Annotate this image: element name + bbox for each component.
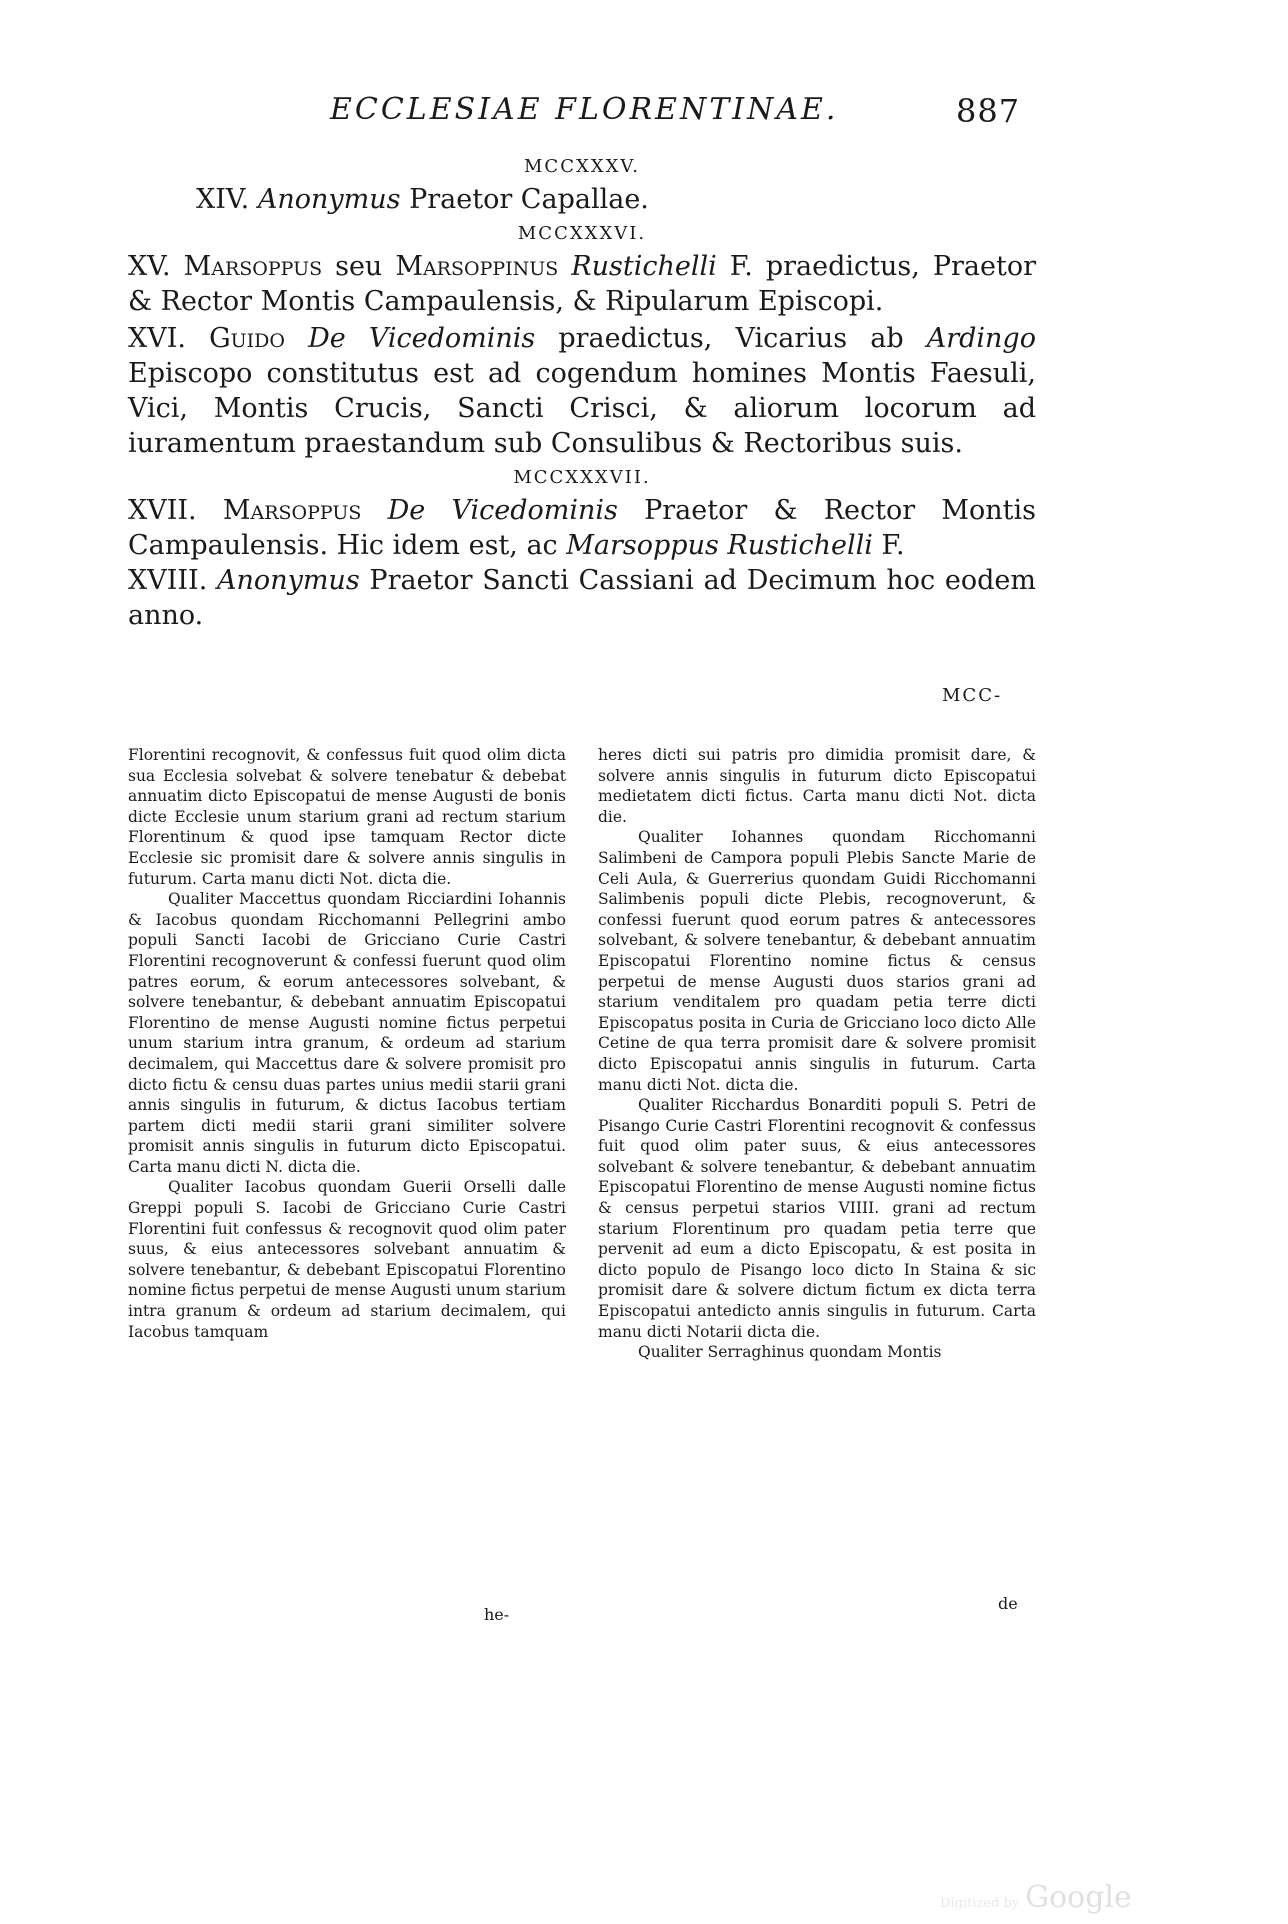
entry-xv — [128, 249, 1036, 319]
entry-reference: Marsoppus Rustichelli — [566, 530, 873, 561]
entry-text: F. — [872, 530, 905, 561]
paragraph: Qualiter Iohannes quondam Ricchomanni Salimbeni de Campora populi Plebis Sancte Marie de Celi Aula, & Guerrerius quondam Guidi Ricchomanni Salimbenis populi dicte Plebis, recognoverunt, & confessi fuerunt quod eorum patres & antecessores solvebant, & solvere tenebantur, & debebant annuatim Episcopatui Florentino nomine fictus & census perpetui de mense Augusti duos starios grani ad starium venditalem pro quadam petia terre dicti Episcopatus posita in Curia de Gricciano loco dicto Alle Cetine de qua terra promisit dare & solvere promisit dicto Episcopatui annis singulis in futurum. Carta manu dicti Not. dicta die. — [598, 828, 1036, 1094]
entry-surname: De Vicedominis — [308, 323, 536, 354]
running-title: ECCLESIAE FLORENTINAE. — [330, 92, 839, 127]
entry-name: Guido — [209, 323, 285, 354]
entry-xvi — [128, 321, 1036, 461]
paragraph: Qualiter Serraghinus quondam Montis — [638, 1343, 942, 1362]
left-catchword: he- — [484, 1605, 510, 1624]
paragraph: Qualiter Ricchardus Bonarditi populi S. Petri de Pisango Curie Castri Florentini recognovit & confessus fuit quod olim pater suus, & eius antecessores solvebant & solvere tenebantur, & debebant annuatim Episcopatui Florentino de mense Augusti nomine fictus & census perpetui starios VIIII. grani ad rectum starium Florentinum pro quadam petia terre que pervenit ad eum a dicto Episcopatu, & est posita in dicto populo de Pisango loco dicto In Staina & sic promisit dare & solvere dictum fictum ex dicta terra Episcopatui antedicto annis singulis in futurum. Carta manu dicti Notarii dicta die. — [598, 1096, 1036, 1341]
entry-name: Marsoppus — [222, 495, 362, 526]
entry-surname: De Vicedominis — [387, 495, 618, 526]
two-column-text — [128, 745, 1036, 1625]
entry-name-alt: Marsoppinus — [395, 251, 559, 282]
year-heading: MCCXXXVII. — [513, 467, 651, 488]
entry-number: XV. — [128, 251, 171, 282]
entry-xiv — [128, 182, 1036, 217]
right-column — [598, 745, 1036, 1363]
paragraph: Qualiter Iacobus quondam Guerii Orselli dalle Greppi populi S. Iacobi de Gricciano Curie Castri Florentini fuit confessus & recognovit quod olim pater suus, & eius antecessores solvebant annuatim & solvere tenebantur, & debebant Episcopatui Florentino nomine fictus perpetui de mense Augusti unum starium intra granum & ordeum ad starium decimalem, qui Iacobus tamquam — [128, 1178, 566, 1341]
watermark-brand: Google — [1025, 1880, 1132, 1915]
paragraph: Qualiter Maccettus quondam Ricciardini Iohannis & Iacobus quondam Ricchomanni Pellegrini ambo populi Sancti Iacobi de Gricciano Curie Castri Florentini recognoverunt & confessi fuerunt quod olim patres eorum, & eorum antecessores solvebant, & solvere tenebantur, & debebant annuatim Episcopatui Florentino de mense Augusti nomine fictus perpetui unum starium intra granum, & ordeum ad starium decimalem, qui Maccettus dare & solvere promisit pro dicto fictu & censu duas partes unius medii starii grani annis singulis in futurum, & dictus Iacobus tertiam partem dicti medii starii grani similiter solvere promisit annis singulis in futurum dicto Episcopatui. Carta manu dicti N. dicta die. — [128, 890, 566, 1176]
entry-text: praedictus, Vicarius ab — [535, 323, 927, 354]
paragraph: heres dicti sui patris pro dimidia promisit dare, & solvere annis singulis in futurum dicto Episcopatui medietatem dicti fictus. Carta manu dicti Not. dicta die. — [598, 746, 1036, 826]
entry-xviii — [128, 563, 1036, 633]
entry-text: Praetor Sancti Cassiani ad Decimum hoc eodem anno. — [128, 565, 1036, 631]
entry-xvii — [128, 493, 1036, 563]
entry-number: XIV. — [196, 184, 250, 215]
entry-text: Episcopo constitutus est ad cogendum homines Montis Faesuli, Vici, Montis Crucis, Sancti Crisci, & aliorum locorum ad iuramentum praestandum sub Consulibus & Rectoribus suis. — [128, 358, 1036, 459]
entry-name: Marsoppus — [183, 251, 323, 282]
entry-text: F. praedictus, Praetor & Rector Montis Campaulensis, & Ripularum Episcopi. — [128, 251, 1036, 317]
entry-text: Praetor Capallae. — [400, 184, 649, 215]
paragraph: Florentini recognovit, & confessus fuit quod olim dicta sua Ecclesia solvebat & solvere tenebatur & debebat annuatim dicto Episcopatui de mense Augusti de bonis dicte Ecclesie unum starium grani ad rectum starium Florentinum & quod ipse tamquam Rector dicte Ecclesie sic promisit dare & solvere annis singulis in futurum. Carta manu dicti Not. dicta die. — [128, 746, 566, 888]
entry-surname: Rustichelli — [571, 251, 717, 282]
entry-number: XVI. — [128, 323, 186, 354]
year-heading: MCCXXXVI. — [517, 223, 647, 244]
right-catchword: de — [998, 1594, 1018, 1613]
entry-number: XVII. — [128, 495, 197, 526]
catchword: MCC- — [942, 685, 1003, 706]
upper-list — [128, 150, 1036, 633]
entry-text: seu — [322, 251, 396, 282]
page-number: 887 — [956, 92, 1021, 130]
entry-text: Praetor & Rector Montis Campaulensis. Hic idem est, ac — [128, 495, 1036, 561]
entry-name: Anonymus — [257, 184, 401, 215]
entry-name: Anonymus — [217, 565, 360, 596]
digitizer-watermark — [940, 1880, 1132, 1915]
entry-bishop: Ardingo — [926, 323, 1036, 354]
left-column — [128, 745, 566, 1342]
year-heading: MCCXXXV. — [524, 156, 640, 177]
entry-number: XVIII. — [128, 565, 208, 596]
watermark-caption: Digitized by — [940, 1896, 1020, 1911]
